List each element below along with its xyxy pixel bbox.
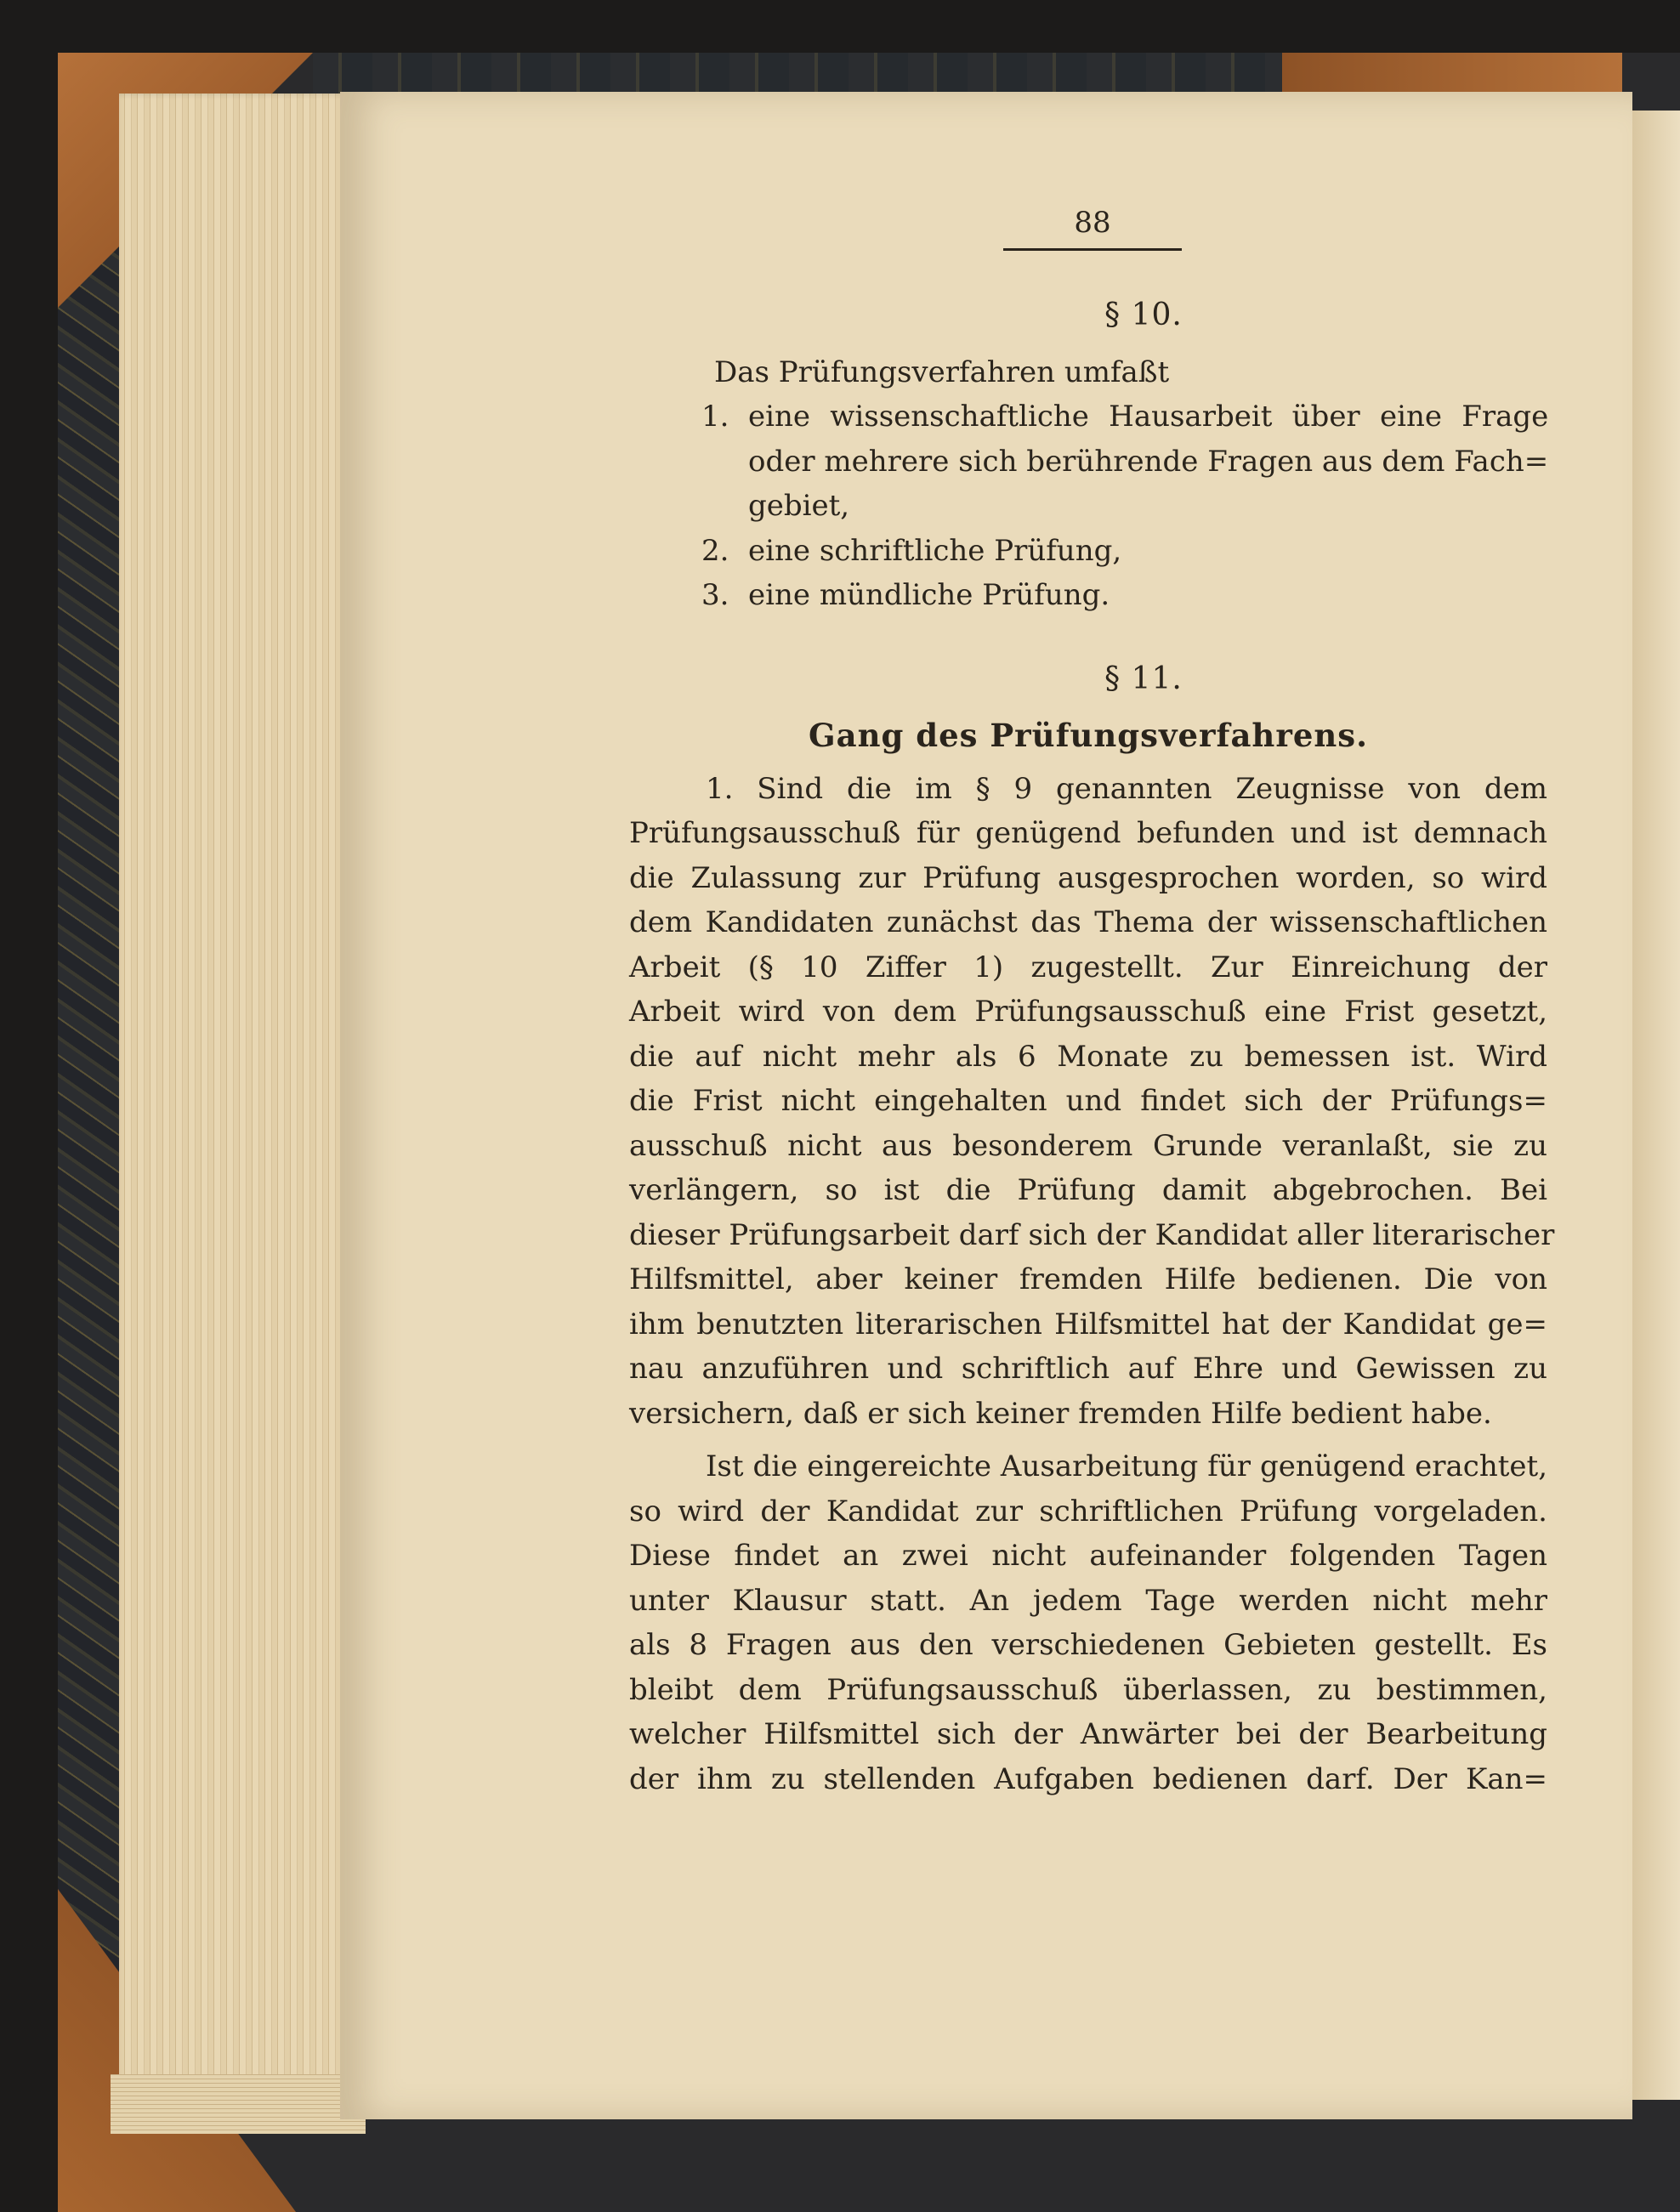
text-line: so wird der Kandidat zur schriftlichen Prüfung vorgeladen. — [629, 1494, 1547, 1529]
list-item-text — [748, 394, 1548, 529]
text-line: ausschuß nicht aus besonderem Grunde veranlaßt, sie zu — [629, 1128, 1547, 1163]
page-edges-bottom — [111, 2074, 366, 2134]
text-line: Hilfsmittel, aber keiner fremden Hilfe bedienen. Die von — [629, 1262, 1547, 1296]
text-line: dieser Prüfungsarbeit darf sich der Kandidat aller literarischer — [629, 1217, 1555, 1252]
list-item-number: 2. — [701, 533, 729, 568]
text-line: verlängern, so ist die Prüfung damit abgebrochen. Bei — [629, 1173, 1547, 1207]
section-11-heading: Gang des Prüfungsverfahrens. — [809, 717, 1368, 754]
section-10-intro: Das Prüfungsverfahren umfaßt — [714, 354, 1170, 389]
text-line: als 8 Fragen aus den verschiedenen Gebieten gestellt. Es — [629, 1628, 1547, 1662]
list-item — [629, 529, 1547, 574]
text-line: bleibt dem Prüfungsausschuß überlassen, zu bestimmen, — [629, 1672, 1547, 1707]
text-line: der ihm zu stellenden Aufgaben bedienen darf. Der Kan= — [629, 1761, 1547, 1796]
text-line: Arbeit wird von dem Prüfungsausschuß eine Frist gesetzt, — [629, 995, 1547, 1029]
list-item-line: eine wissenschaftliche Hausarbeit über eine Frage — [748, 400, 1549, 434]
text-line: Arbeit (§ 10 Ziffer 1) zugestellt. Zur Einreichung der — [629, 950, 1547, 984]
text-line: Prüfungsausschuß für genügend befunden und ist demnach — [629, 816, 1547, 850]
list-item-line: eine mündliche Prüfung. — [748, 578, 1110, 612]
text-line: unter Klausur statt. An jedem Tage werden nicht mehr — [629, 1583, 1547, 1618]
list-item-number: 3. — [701, 578, 729, 612]
paragraph-1 — [629, 767, 1555, 1437]
list-item-line: gebiet, — [748, 489, 850, 523]
page-content — [629, 204, 1555, 1801]
list-item — [629, 394, 1547, 529]
text-line: nau anzuführen und schriftlich auf Ehre und Gewissen zu — [629, 1352, 1547, 1386]
list-item-line: oder mehrere sich berührende Fragen aus dem Fach= — [748, 444, 1549, 479]
list-item — [629, 573, 1547, 618]
page-number: 88 — [1003, 204, 1182, 251]
text-line: die auf nicht mehr als 6 Monate zu bemessen ist. Wird — [629, 1039, 1547, 1074]
text-line: 1. Sind die im § 9 genannten Zeugnisse von dem — [706, 771, 1547, 806]
page-edges-stack — [119, 94, 366, 2117]
text-line: welcher Hilfsmittel sich der Anwärter bei der Bearbeitung — [629, 1717, 1547, 1751]
text-line: Diese findet an zwei nicht aufeinander folgenden Tagen — [629, 1539, 1547, 1573]
paragraph-2 — [629, 1444, 1547, 1801]
next-page-edge — [1632, 111, 1680, 2100]
section-10-title: § 10. — [1104, 298, 1183, 332]
text-line: ihm benutzten literarischen Hilfsmittel hat der Kandidat ge= — [629, 1307, 1547, 1341]
text-line: Ist die eingereichte Ausarbeitung für genügend erachtet, — [706, 1449, 1547, 1483]
section-11-title: § 11. — [1104, 661, 1183, 696]
text-line: die Frist nicht eingehalten und findet sich der Prüfungs= — [629, 1084, 1547, 1118]
list-item-number: 1. — [701, 400, 729, 434]
text-line: die Zulassung zur Prüfung ausgesprochen worden, so wird — [629, 860, 1547, 895]
text-line: dem Kandidaten zunächst das Thema der wissenschaftlichen — [629, 905, 1547, 939]
text-line: versichern, daß er sich keiner fremden Hilfe bedient habe. — [629, 1396, 1492, 1431]
list-item-line: eine schriftliche Prüfung, — [748, 533, 1122, 568]
